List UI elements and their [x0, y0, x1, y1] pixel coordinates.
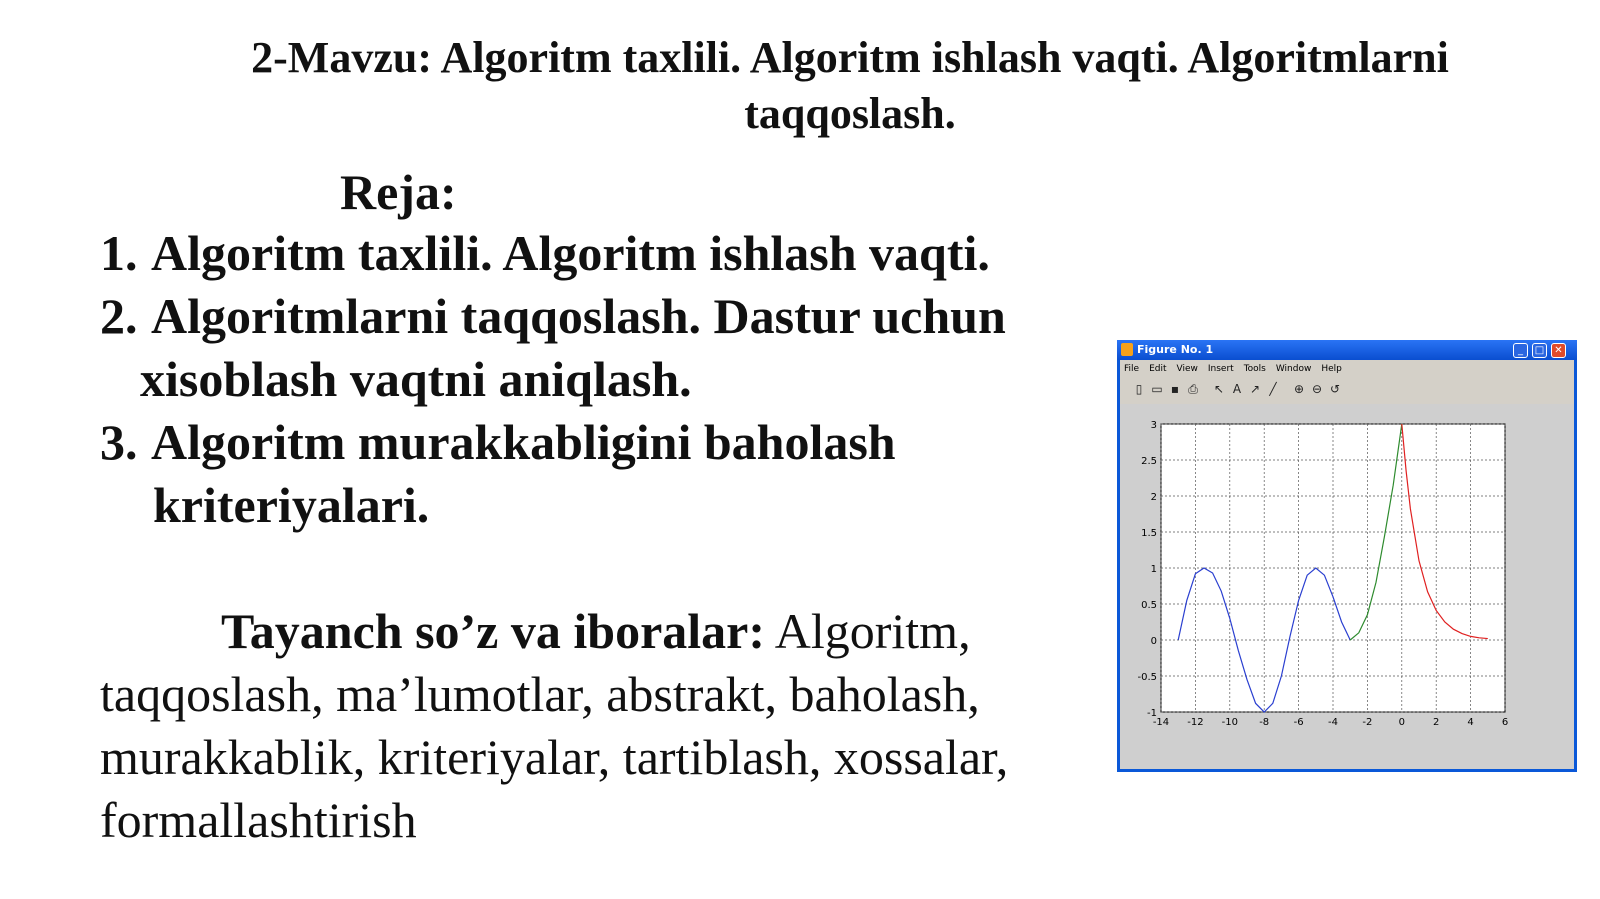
figure-window [1117, 340, 1577, 772]
x-tick-label: -14 [1152, 717, 1170, 728]
line-icon[interactable]: ╱ [1269, 382, 1277, 396]
menu-tools[interactable]: Tools [1243, 364, 1266, 374]
y-tick-label: 0.5 [1141, 600, 1157, 611]
text-icon[interactable]: A [1232, 382, 1242, 396]
new-icon[interactable]: ▯ [1135, 382, 1143, 396]
line-chart [1120, 404, 1574, 769]
x-tick-label: 0 [1398, 717, 1405, 728]
y-tick-label: 0 [1150, 636, 1157, 647]
plan-item-text: Algoritmlarni taqqoslash. Dastur uchun [151, 288, 1006, 344]
menu-help[interactable]: Help [1321, 364, 1342, 374]
keywords-paragraph [100, 600, 1090, 852]
plan-item-text: Algoritm murakkabligini baholash [151, 414, 896, 470]
plan-item-number: 1. [100, 225, 138, 281]
plan-heading: Reja: [340, 164, 457, 220]
x-tick-label: 2 [1433, 717, 1440, 728]
plan-item [100, 411, 1100, 474]
menu-window[interactable]: Window [1275, 364, 1312, 374]
close-icon[interactable]: ✕ [1551, 343, 1566, 358]
plan-item [100, 222, 1100, 285]
x-tick-label: -2 [1362, 717, 1373, 728]
zoom-in-icon[interactable]: ⊕ [1293, 382, 1305, 396]
y-tick-label: -0.5 [1137, 672, 1157, 683]
plan-item-text: Algoritm taxlili. Algoritm ishlash vaqti. [151, 225, 990, 281]
y-tick-label: 3 [1150, 420, 1157, 431]
arrow-icon[interactable]: ↗ [1249, 382, 1261, 396]
menu-view[interactable]: View [1176, 364, 1198, 374]
pointer-icon[interactable]: ↖ [1213, 382, 1225, 396]
keywords-heading: Tayanch so’z va iboralar: [221, 603, 765, 659]
y-tick-label: 2 [1150, 492, 1157, 503]
menu-insert[interactable]: Insert [1207, 364, 1234, 374]
plan-item-continuation: xisoblash vaqtni aniqlash. [140, 351, 692, 407]
figure-menubar [1124, 364, 1352, 374]
plan-item [100, 285, 1100, 348]
plan-item-number: 2. [100, 288, 138, 344]
x-tick-label: -12 [1187, 717, 1204, 728]
x-tick-label: -10 [1221, 717, 1238, 728]
maximize-icon[interactable]: □ [1532, 343, 1547, 358]
menu-file[interactable]: File [1124, 364, 1140, 374]
plot-area [1120, 404, 1574, 769]
figure-toolbar [1130, 382, 1344, 400]
minimize-icon[interactable]: _ [1513, 343, 1528, 358]
plan-list [100, 222, 1100, 537]
y-tick-label: 2.5 [1141, 456, 1157, 467]
plan-item-continuation: kriteriyalari. [153, 477, 430, 533]
y-tick-label: -1 [1147, 708, 1157, 719]
figure-titlebar[interactable] [1117, 340, 1577, 360]
y-tick-label: 1.5 [1141, 528, 1157, 539]
rotate-icon[interactable]: ↺ [1329, 382, 1341, 396]
x-tick-label: 6 [1501, 717, 1509, 728]
slide-title: 2-Mavzu: Algoritm taxlili. Algoritm ishlash vaqti. Algoritmlarni taqqoslash. [251, 33, 1449, 138]
figure-title: Figure No. 1 [1137, 343, 1214, 356]
zoom-out-icon[interactable]: ⊖ [1311, 382, 1323, 396]
print-icon[interactable]: ⎙ [1188, 382, 1198, 396]
x-tick-label: 4 [1467, 717, 1474, 728]
menu-edit[interactable]: Edit [1149, 364, 1167, 374]
matlab-icon [1121, 343, 1133, 356]
plan-item-number: 3. [100, 414, 138, 470]
save-icon[interactable]: ▪ [1170, 382, 1180, 396]
open-icon[interactable]: ▭ [1151, 382, 1163, 396]
y-tick-label: 1 [1150, 564, 1157, 575]
x-tick-label: -8 [1259, 717, 1270, 728]
x-tick-label: -4 [1328, 717, 1338, 728]
keywords-text: Algoritm, taqqoslash, ma’lumotlar, abstrakt, baholash, murakkablik, kriteriyalar, tartiblash, xossalar, formallashtirish [100, 603, 1009, 848]
x-tick-label: -6 [1293, 717, 1304, 728]
